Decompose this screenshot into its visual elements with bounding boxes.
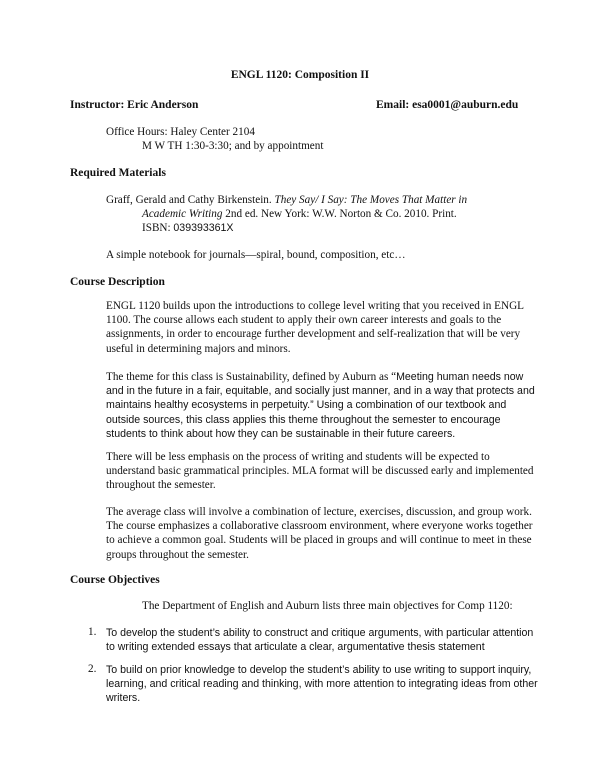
description-paragraph-3: There will be less emphasis on the process of writing and students will be expected to understand basic grammatical principles. MLA format will be discussed early and implemented throughout the semester. [106,451,534,492]
instructor-name: Instructor: Eric Anderson [70,99,199,111]
book-authors: Graff, Gerald and Cathy Birkenstein. [106,194,275,206]
objective-2-text: To build on prior knowledge to develop the student’s ability to use writing to support inquiry, learning, and critical reading and thinking, with more attention to integrating ideas from other writers. [106,664,538,705]
textbook-citation-line1 [106,193,546,207]
objective-2-number: 2. [88,663,97,675]
sustainability-intro: The theme for this class is Sustainability, defined by Auburn as “ [106,371,397,383]
description-paragraph-2 [106,370,536,441]
textbook-citation-line2 [142,207,542,221]
book-title-part2: Academic Writing [142,208,223,220]
course-description-heading: Course Description [70,276,165,288]
notebook-requirement: A simple notebook for journals—spiral, bound, composition, etc… [106,249,406,261]
isbn-value: 039393361X [173,222,234,234]
office-hours-times: M W TH 1:30-3:30; and by appointment [142,140,324,152]
instructor-email: Email: esa0001@auburn.edu [376,99,519,111]
book-publication: 2nd ed. New York: W.W. Norton & Co. 2010. Print. [222,208,457,220]
textbook-isbn [142,221,234,235]
objective-1-number: 1. [88,626,97,638]
description-paragraph-1: ENGL 1120 builds upon the introductions to college level writing that you received in ENGL 1100. The course allows each student to apply their own career interests and goals to the assignments, in order to encourage further development and self-realization that will be very useful in determining majors and minors. [106,300,524,355]
required-materials-heading: Required Materials [70,167,166,179]
objectives-intro: The Department of English and Auburn lists three main objectives for Comp 1120: [142,600,513,612]
objective-1-text: To develop the student’s ability to construct and critique arguments, with particular attention to writing extended essays that articulate a clear, argumentative thesis statement [106,627,534,654]
page-title: ENGL 1120: Composition II [230,69,370,81]
isbn-label: ISBN: [142,222,174,234]
book-title-part1: They Say/ I Say: The Moves That Matter in [274,194,468,206]
description-paragraph-4: The average class will involve a combination of lecture, exercises, discussion, and group work. The course emphasizes a collaborative classroom environment, where everyone works together to achieve a common goal. Students will be placed in groups and will continue to meet in these groups throughout the semester. [106,506,533,561]
course-objectives-heading: Course Objectives [70,574,160,586]
office-hours-location: Office Hours: Haley Center 2104 [106,126,255,138]
sustainability-definition: Meeting human needs now and in the future in a fair, equitable, and socially just manner, and in a way that protects and maintains healthy ecosystems in perpetuity.” Using a combination of our textbook and outside sources, this class applies this theme throughout the semester to encourage students to think about how they can be sustainable in their future careers. [106,371,535,440]
